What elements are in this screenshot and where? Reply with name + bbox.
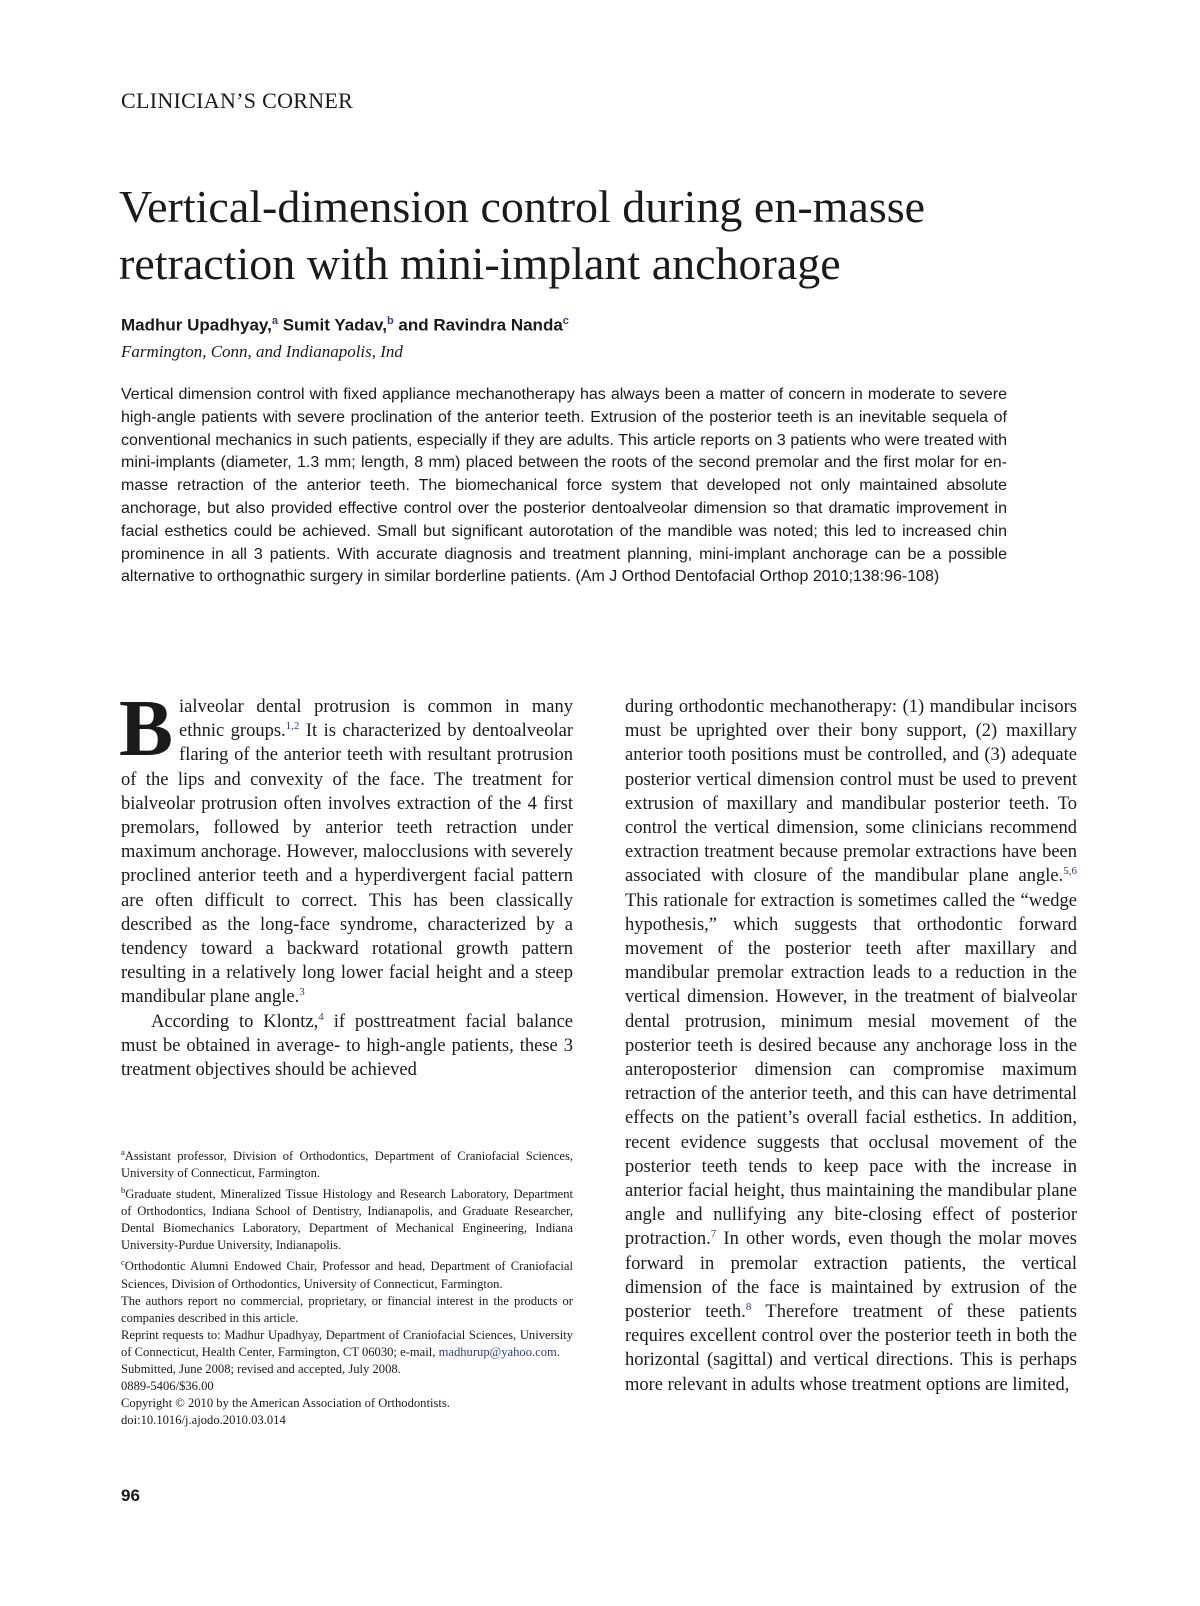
footnote-text: Assistant professor, Division of Orthodontics, Department of Craniofacial Sciences, University of Connecticut, Farmington. — [121, 1149, 573, 1181]
footnote — [121, 1254, 573, 1292]
author-list — [121, 315, 569, 336]
footnote-mark: a — [121, 1147, 125, 1157]
footnote-text: Graduate student, Mineralized Tissue Histology and Research Laboratory, Department of Orthodontics, Indiana School of Dentistry, Indianapolis, and Graduate Researcher, Dental Biomechanics Laboratory, Department of Mechanical Engineering, Indiana University-Purdue University, Indianapolis. — [121, 1187, 573, 1253]
author-affiliation-mark[interactable]: a — [271, 315, 278, 327]
author-affiliation-mark[interactable]: c — [562, 315, 569, 327]
footnote — [121, 1144, 573, 1182]
copyright: Copyright © 2010 by the American Association of Orthodontists. — [121, 1395, 450, 1410]
footnote-mark: c — [121, 1257, 125, 1268]
body-paragraph — [625, 695, 1077, 1397]
body-column-right — [625, 695, 1077, 1397]
body-text: This rationale for extraction is sometimes called the “wedge hypothesis,” which suggests that orthodontic forward movement of the posterior teeth after maxillary and mandibular premolar extraction leads to a reduction in the vertical dimension. However, in the treatment of bialveolar dental protrusion, minimum mesial movement of the posterior teeth is desired because any anchorage loss in the anteroposterior dimension can compromise maximum retraction of the anterior teeth, and this can have detrimental effects on the patient’s overall facial esthetics. In addition, recent evidence suggests that occlusal movement of the posterior teeth tends to keep pace with the increase in anterior facial height, thus maintaining the mandibular plane angle and nullifying any bite-closing effect of posterior protraction. — [625, 890, 1077, 1250]
reprint-note — [121, 1327, 573, 1361]
doi[interactable]: doi:10.1016/j.ajodo.2010.03.014 — [121, 1412, 286, 1427]
citation-link[interactable]: 5,6 — [1063, 865, 1077, 878]
reprint-text: Reprint requests to: Madhur Upadhyay, Department of Craniofacial Sciences, University of Connecticut, Health Center, Farmington, CT 06030; e-mail, — [121, 1327, 573, 1359]
body-paragraph — [119, 683, 573, 1010]
body-text: if posttreatment facial balance must be obtained in average- to high-angle patients, these 3 treatment objectives should be achieved — [121, 1011, 573, 1081]
body-column-left — [119, 683, 573, 1082]
email-link[interactable]: madhurup@yahoo.com — [438, 1344, 557, 1359]
body-text: According to Klontz, — [151, 1011, 319, 1032]
footnotes — [121, 1144, 573, 1429]
author-name: Sumit Yadav, — [282, 315, 387, 335]
footnote-text: Orthodontic Alumni Endowed Chair, Professor and head, Department of Craniofacial Sciences, Division of Orthodontics, University of Connecticut, Farmington. — [121, 1259, 573, 1291]
abstract: Vertical dimension control with fixed appliance mechanotherapy has always been a matter of concern in moderate to severe high-angle patients with severe proclination of the anterior teeth. Extrusion of the posterior teeth is an inevitable sequela of conventional mechanics in such patients, especially if they are adults. This article reports on 3 patients who were treated with mini-implants (diameter, 1.3 mm; length, 8 mm) placed between the roots of the second premolar and the first molar for en-masse retraction of the anterior teeth. The biomechanical force system that developed not only maintained absolute anchorage, but also provided effective control over the posterior dentoalveolar dimension so that dramatic improvement in facial esthetics could be achieved. Small but significant autorotation of the mandible was noted; this led to increased chin prominence in all 3 patients. With accurate diagnosis and treatment planning, mini-implant anchorage can be a possible alternative to orthognathic surgery in similar borderline patients. (Am J Orthod Dentofacial Orthop 2010;138:96-108) — [121, 386, 1007, 586]
article-title: Vertical-dimension control during en-masse retraction with mini-implant anchorage — [119, 181, 926, 289]
author-location: Farmington, Conn, and Indianapolis, Ind — [121, 342, 403, 361]
body-paragraph — [121, 1010, 573, 1083]
body-text: ialveolar dental protrusion is common in many ethnic groups. — [179, 697, 573, 742]
submission-dates: Submitted, June 2008; revised and accepted, July 2008. — [121, 1361, 401, 1376]
citation-link[interactable]: 7 — [710, 1228, 717, 1241]
footnote-mark: b — [121, 1185, 126, 1196]
issn: 0889-5406/$36.00 — [121, 1378, 214, 1393]
body-text: Therefore treatment of these patients requires excellent control over the posterior teeth in both the horizontal (sagittal) and vertical directions. This is perhaps more relevant in adults whose treatment options are limited, — [625, 1302, 1078, 1395]
author-affiliation-mark[interactable]: b — [386, 315, 394, 327]
section-label: CLINICIAN’S CORNER — [121, 88, 354, 113]
body-text: In other words, even though the molar moves forward in premolar extraction patients, the vertical dimension of the face is maintained by extrusion of the posterior teeth. — [625, 1229, 1077, 1323]
disclosure-note: The authors report no commercial, proprietary, or financial interest in the products or companies described in this article. — [121, 1293, 573, 1325]
citation-link[interactable]: 4 — [318, 1010, 324, 1023]
body-text: during orthodontic mechanotherapy: (1) mandibular incisors must be uprighted over their bony support, (2) maxillary anterior tooth positions must be controlled, and (3) adequate posterior vertical dimension control must be used to prevent extrusion of maxillary and mandibular posterior teeth. To control the vertical dimension, some clinicians recommend extraction treatment because premolar extractions have been associated with closure of the mandibular plane angle. — [625, 697, 1077, 887]
page-number: 96 — [121, 1486, 140, 1505]
citation-link[interactable]: 8 — [745, 1300, 752, 1313]
author-name: and Ravindra Nanda — [398, 315, 563, 335]
citation-link[interactable]: 1,2 — [285, 720, 300, 733]
body-text: It is characterized by dentoalveolar flaring of the anterior teeth with resultant protrusion of the lips and convexity of the face. The treatment for bialveolar protrusion often involves extraction of the 4 first premolars, followed by anterior teeth retraction under maximum anchorage. However, malocclusions with severely proclined anterior teeth and a hyperdivergent facial pattern are often difficult to correct. This has been classically described as the long-face syndrome, characterized by a tendency toward a backward rotational growth pattern resulting in a relatively long lower facial height and a steep mandibular plane angle. — [121, 721, 573, 1008]
reprint-text-end: . — [556, 1344, 560, 1359]
drop-cap: B — [119, 683, 174, 773]
footnote — [121, 1182, 573, 1254]
author-name: Madhur Upadhyay, — [121, 315, 272, 335]
citation-link[interactable]: 3 — [299, 986, 305, 999]
